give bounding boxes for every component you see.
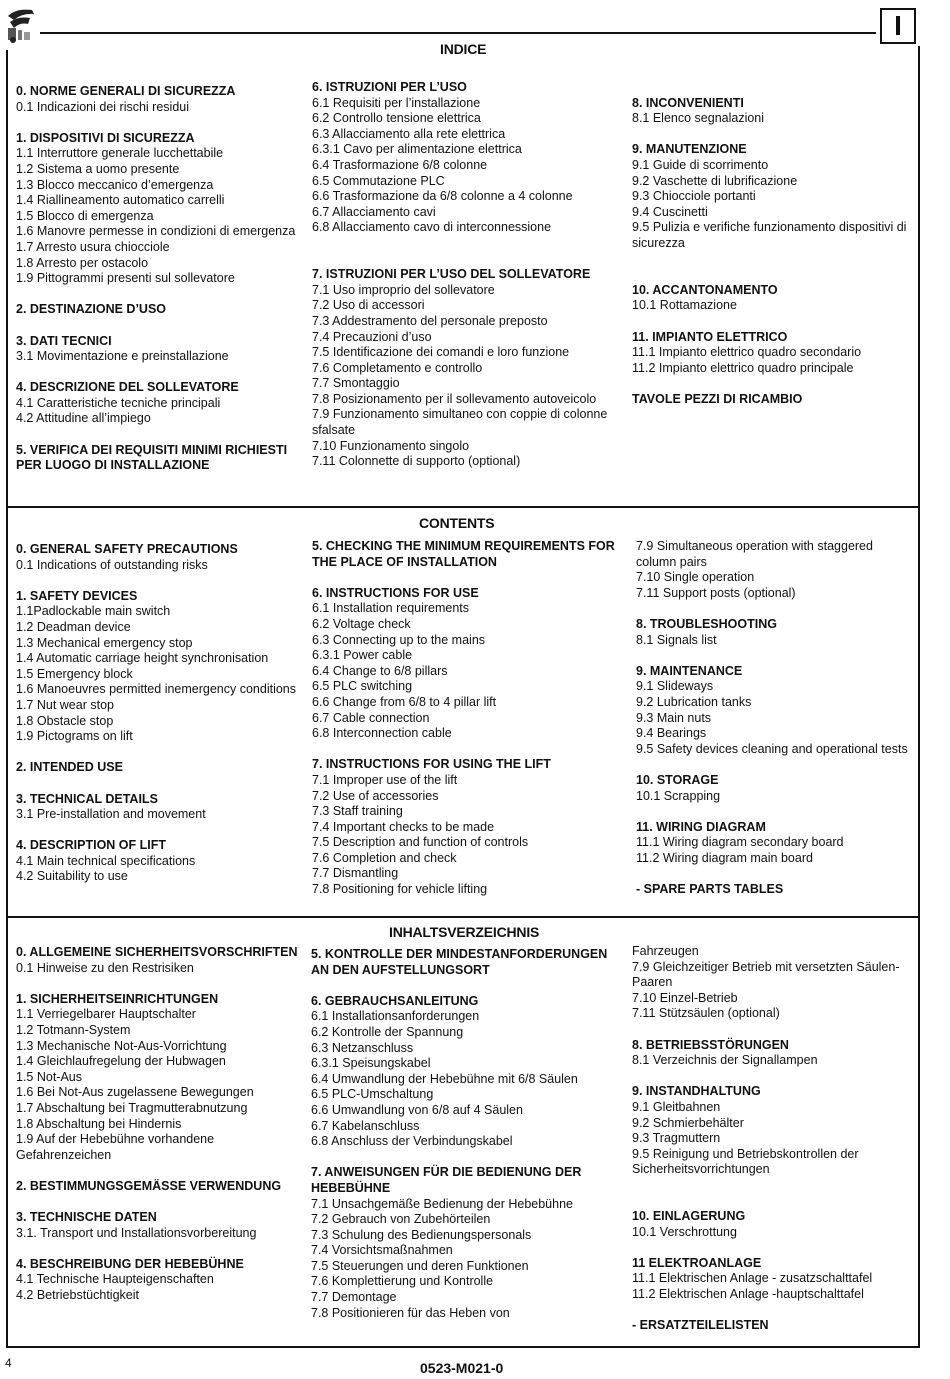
toc-entry: 11.1 Elektrischen Anlage - zusatzschalttafel <box>632 1271 873 1286</box>
toc-entry: 6.2 Voltage check <box>312 616 411 631</box>
spacer <box>16 1241 301 1257</box>
toc-chapter-heading: 0. ALLGEMEINE SICHERHEITSVORSCHRIFTEN <box>16 945 298 959</box>
toc-entry: 4.2 Betriebstüchtigkeit <box>16 1288 139 1303</box>
spacer <box>16 115 301 131</box>
toc-chapter-heading: 6. ISTRUZIONI PER L’USO <box>312 80 467 94</box>
toc-entry: 6.4 Change to 6/8 pillars <box>312 663 448 678</box>
toc-entry: 3.1. Transport und Installationsvorbereitung <box>16 1225 257 1240</box>
toc-entry: 7.10 Funzionamento singolo <box>312 438 470 453</box>
spacer <box>636 866 914 882</box>
spacer <box>632 376 912 392</box>
spacer <box>632 267 912 283</box>
toc-entry: 6.1 Installation requirements <box>312 601 470 616</box>
spacer <box>632 1303 918 1319</box>
toc-entry: 6.3 Connecting up to the mains <box>312 632 486 647</box>
toc-column-en-3 <box>636 539 914 898</box>
toc-entry: 8.1 Verzeichnis der Signallampen <box>632 1053 818 1068</box>
toc-entry: 1.1 Interruttore generale lucchettabile <box>16 146 224 161</box>
toc-entry: 6.7 Allacciamento cavi <box>312 204 436 219</box>
toc-entry: 0.1 Indications of outstanding risks <box>16 557 208 572</box>
toc-chapter-heading: 3. TECHNISCHE DATEN <box>16 1210 157 1225</box>
section-title-inhaltsverzeichnis: INHALTSVERZEICHNIS <box>389 924 540 940</box>
spacer <box>16 1195 301 1211</box>
section-title-contents: CONTENTS <box>419 515 495 531</box>
toc-entry: 11.2 Elektrischen Anlage -hauptschalttafel <box>632 1287 864 1302</box>
toc-column-it-3 <box>632 80 912 407</box>
spacer <box>632 1022 918 1038</box>
spacer <box>312 742 632 758</box>
toc-entry: 7.3 Addestramento del personale preposto <box>312 313 548 328</box>
toc-entry: 1.3 Blocco meccanico d’emergenza <box>16 177 214 192</box>
toc-column-de-1 <box>16 945 301 1304</box>
toc-chapter-heading: 9. INSTANDHALTUNG <box>632 1084 761 1099</box>
toc-entry: 6.1 Installationsanforderungen <box>311 1009 480 1024</box>
toc-chapter-heading: 0. GENERAL SAFETY PRECAUTIONS <box>16 542 238 556</box>
toc-entry: 6.6 Change from 6/8 to 4 pillar lift <box>312 694 497 709</box>
toc-entry: 9.3 Main nuts <box>636 710 712 725</box>
toc-entry: 9.2 Lubrication tanks <box>636 694 752 709</box>
toc-entry: 4.2 Suitability to use <box>16 869 128 884</box>
toc-entry: 1.4 Automatic carriage height synchronisation <box>16 651 269 666</box>
toc-chapter-heading: 8. TROUBLESHOOTING <box>636 616 777 631</box>
spacer <box>16 1163 301 1179</box>
spacer <box>636 804 914 820</box>
toc-entry: 4.1 Caratteristiche tecniche principali <box>16 395 221 410</box>
toc-chapter-heading: 5. KONTROLLE DER MINDESTANFORDERUNGEN AN DEN AUFSTELLUNGSORT <box>311 947 608 977</box>
spacer <box>16 573 296 589</box>
toc-chapter-heading: 2. INTENDED USE <box>16 760 123 775</box>
spacer <box>632 1069 918 1085</box>
toc-entry: 6.3.1 Cavo per alimentazione elettrica <box>312 142 522 157</box>
toc-column-it-1 <box>16 84 301 474</box>
toc-chapter-heading: 7. ISTRUZIONI PER L’USO DEL SOLLEVATORE <box>312 267 591 282</box>
toc-entry: 1.9 Pictograms on lift <box>16 729 133 744</box>
toc-entry: 9.3 Tragmuttern <box>632 1131 721 1146</box>
toc-entry: 7.4 Precauzioni d’uso <box>312 329 432 344</box>
toc-entry: 7.3 Staff training <box>312 804 403 819</box>
toc-entry: 10.1 Rottamazione <box>632 298 737 313</box>
toc-entry: 8.1 Elenco segnalazioni <box>632 111 765 126</box>
toc-entry: 1.5 Emergency block <box>16 666 133 681</box>
toc-entry: 9.2 Schmierbehälter <box>632 1115 744 1130</box>
toc-entry: 1.7 Nut wear stop <box>16 697 114 712</box>
toc-entry: 9.1 Slideways <box>636 679 714 694</box>
toc-chapter-heading: 4. DESCRIZIONE DEL SOLLEVATORE <box>16 380 239 395</box>
toc-entry: 6.6 Umwandlung von 6/8 auf 4 Säulen <box>311 1102 523 1117</box>
toc-entry: 1.3 Mechanical emergency stop <box>16 635 193 650</box>
toc-entry: 1.9 Pittogrammi presenti sul sollevatore <box>16 271 235 286</box>
spacer <box>311 978 621 994</box>
section-title-indice: INDICE <box>440 41 487 57</box>
toc-entry: 10.1 Verschrottung <box>632 1224 737 1239</box>
toc-entry: 0.1 Hinweise zu den Restrisiken <box>16 960 194 975</box>
toc-entry: 7.2 Gebrauch von Zubehörteilen <box>311 1212 491 1227</box>
toc-entry: 11.2 Wiring diagram main board <box>636 850 813 865</box>
toc-entry: 9.5 Safety devices cleaning and operational tests <box>636 741 908 756</box>
toc-entry: Fahrzeugen <box>632 944 699 958</box>
spacer <box>16 745 296 761</box>
toc-chapter-heading: 8. BETRIEBSSTÖRUNGEN <box>632 1037 789 1052</box>
toc-entry: 9.5 Pulizia e verifiche funzionamento dispositivi di sicurezza <box>632 220 907 250</box>
toc-entry: 7.4 Important checks to be made <box>312 819 495 834</box>
toc-entry: 11.1 Impianto elettrico quadro secondario <box>632 345 862 360</box>
toc-chapter-heading: 3. TECHNICAL DETAILS <box>16 791 158 806</box>
spacer <box>312 570 632 586</box>
toc-entry: 1.8 Obstacle stop <box>16 713 114 728</box>
toc-entry: 7.8 Positioning for vehicle lifting <box>312 882 488 897</box>
toc-entry: 1.6 Bei Not-Aus zugelassene Bewegungen <box>16 1085 254 1100</box>
toc-entry: 9.2 Vaschette di lubrificazione <box>632 173 798 188</box>
toc-chapter-heading: 10. ACCANTONAMENTO <box>632 282 778 297</box>
toc-entry: 6.2 Kontrolle der Spannung <box>311 1024 464 1039</box>
spacer <box>632 80 912 96</box>
toc-entry: 11.1 Wiring diagram secondary board <box>636 835 844 850</box>
toc-chapter-heading: 6. GEBRAUCHSANLEITUNG <box>311 993 479 1008</box>
toc-entry: 7.5 Description and function of controls <box>312 835 529 850</box>
toc-entry: 7.1 Uso improprio del sollevatore <box>312 282 495 297</box>
toc-entry: 7.11 Support posts (optional) <box>636 585 796 600</box>
toc-chapter-heading: 11. WIRING DIAGRAM <box>636 819 766 834</box>
toc-entry: 7.7 Smontaggio <box>312 376 400 391</box>
toc-entry: 7.2 Use of accessories <box>312 788 439 803</box>
toc-entry: 7.3 Schulung des Bedienungspersonals <box>311 1227 532 1242</box>
toc-entry: 1.2 Sistema a uomo presente <box>16 161 180 176</box>
toc-entry: 7.9 Gleichzeitiger Betrieb mit versetzten Säulen-Paaren <box>632 959 900 990</box>
toc-chapter-heading: 1. SAFETY DEVICES <box>16 588 138 603</box>
toc-entry: 1.5 Not-Aus <box>16 1069 83 1084</box>
toc-entry: 7.4 Vorsichtsmaßnahmen <box>311 1243 453 1258</box>
manufacturer-logo <box>4 4 40 44</box>
toc-chapter-heading: 7. ANWEISUNGEN FÜR DIE BEDIENUNG DER HEBEBÜHNE <box>311 1165 582 1195</box>
toc-entry: 1.8 Arresto per ostacolo <box>16 255 149 270</box>
toc-entry: 10.1 Scrapping <box>636 788 721 803</box>
toc-entry: 7.7 Dismantling <box>312 866 399 881</box>
toc-entry: 1.7 Arresto usura chiocciole <box>16 239 170 254</box>
toc-entry: 7.6 Komplettierung und Kontrolle <box>311 1274 494 1289</box>
spacer <box>16 976 301 992</box>
toc-entry: 6.8 Allacciamento cavo di interconnessione <box>312 220 552 235</box>
toc-entry: 7.11 Stützsäulen (optional) <box>632 1006 780 1021</box>
spacer <box>16 823 296 839</box>
spacer <box>632 1194 918 1210</box>
document-code: 0523-M021-0 <box>420 1360 504 1376</box>
spacer <box>636 648 914 664</box>
toc-entry: 6.3.1 Power cable <box>312 648 413 663</box>
toc-column-it-2 <box>312 80 617 470</box>
toc-entry: 1.7 Abschaltung bei Tragmutterabnutzung <box>16 1100 248 1115</box>
toc-column-de-3 <box>632 944 918 1334</box>
frame-bottom <box>6 1346 920 1348</box>
spacer <box>632 314 912 330</box>
toc-chapter-heading: 7. INSTRUCTIONS FOR USING THE LIFT <box>312 757 551 772</box>
toc-entry: 6.4 Umwandlung der Hebebühne mit 6/8 Säulen <box>311 1071 578 1086</box>
toc-entry: 7.5 Steuerungen und deren Funktionen <box>311 1258 529 1273</box>
toc-entry: 6.3.1 Speisungskabel <box>311 1056 431 1071</box>
section-divider-1 <box>6 506 920 508</box>
toc-entry: 4.1 Main technical specifications <box>16 853 196 868</box>
toc-entry: 6.1 Requisiti per l’installazione <box>312 95 481 110</box>
toc-entry: 9.4 Bearings <box>636 726 707 741</box>
header-rule <box>40 32 876 34</box>
toc-entry: 1.5 Blocco di emergenza <box>16 208 154 223</box>
logo-mark-icon <box>4 4 40 44</box>
toc-entry: 9.3 Chiocciole portanti <box>632 189 756 204</box>
spacer <box>632 252 912 268</box>
section-divider-2 <box>6 916 920 918</box>
toc-entry: 7.7 Demontage <box>311 1290 397 1305</box>
toc-entry: 7.2 Uso di accessori <box>312 298 425 313</box>
spacer <box>636 601 914 617</box>
toc-chapter-heading: 2. DESTINAZIONE D’USO <box>16 302 167 317</box>
toc-entry: 1.6 Manovre permesse in condizioni di emergenza <box>16 224 296 239</box>
page-number: 4 <box>5 1356 12 1370</box>
toc-chapter-heading: 9. MAINTENANCE <box>636 663 743 678</box>
toc-chapter-heading: 9. MANUTENZIONE <box>632 142 747 157</box>
toc-entry: 7.9 Funzionamento simultaneo con coppie di colonne sfalsate <box>312 407 608 438</box>
toc-entry: 6.6 Trasformazione da 6/8 colonne a 4 colonne <box>312 189 573 204</box>
toc-entry: 1.3 Mechanische Not-Aus-Vorrichtung <box>16 1038 227 1053</box>
toc-entry: 7.11 Colonnette di supporto (optional) <box>312 454 521 469</box>
frame-left <box>6 50 8 1348</box>
toc-entry: 1.9 Auf der Hebebühne vorhandene Gefahrenzeichen <box>16 1132 215 1162</box>
toc-chapter-heading: TAVOLE PEZZI DI RICAMBIO <box>632 391 803 406</box>
toc-entry: 3.1 Movimentazione e preinstallazione <box>16 349 229 364</box>
toc-entry: 7.6 Completamento e controllo <box>312 360 483 375</box>
toc-entry: 4.2 Attitudine all’impiego <box>16 411 151 426</box>
language-indicator: I <box>880 8 916 44</box>
toc-entry: 1.2 Totmann-System <box>16 1022 131 1037</box>
toc-entry: 1.1 Verriegelbarer Hauptschalter <box>16 1007 196 1022</box>
toc-entry: 8.1 Signals list <box>636 632 717 647</box>
toc-entry: 6.5 Commutazione PLC <box>312 173 445 188</box>
spacer <box>16 287 301 303</box>
toc-column-en-2 <box>312 539 632 898</box>
toc-entry: 6.7 Cable connection <box>312 710 430 725</box>
toc-chapter-heading: 11 ELEKTROANLAGE <box>632 1255 762 1270</box>
toc-entry: 11.2 Impianto elettrico quadro principale <box>632 360 854 375</box>
toc-entry: 6.3 Allacciamento alla rete elettrica <box>312 126 506 141</box>
toc-entry: 7.10 Single operation <box>636 570 755 585</box>
toc-entry: 7.9 Simultaneous operation with staggered column pairs <box>636 539 873 569</box>
toc-entry: 3.1 Pre-installation and movement <box>16 807 206 822</box>
toc-entry: 9.1 Guide di scorrimento <box>632 157 769 172</box>
toc-entry: 6.8 Anschluss der Verbindungskabel <box>311 1134 513 1149</box>
spacer <box>16 318 301 334</box>
toc-chapter-heading: - ERSATZTEILELISTEN <box>632 1318 769 1333</box>
toc-chapter-heading: 10. EINLAGERUNG <box>632 1209 746 1224</box>
toc-entry: 7.5 Identificazione dei comandi e loro funzione <box>312 345 570 360</box>
toc-chapter-heading: 1. SICHERHEITSEINRICHTUNGEN <box>16 991 219 1006</box>
toc-entry: 6.8 Interconnection cable <box>312 726 452 741</box>
toc-entry: 6.5 PLC switching <box>312 679 413 694</box>
toc-chapter-heading: 6. INSTRUCTIONS FOR USE <box>312 585 479 600</box>
spacer <box>312 252 617 268</box>
spacer <box>16 776 296 792</box>
toc-chapter-heading: 1. DISPOSITIVI DI SICUREZZA <box>16 130 195 145</box>
toc-chapter-heading: 0. NORME GENERALI DI SICUREZZA <box>16 84 236 98</box>
spacer <box>312 236 617 252</box>
toc-entry: 6.3 Netzanschluss <box>311 1040 414 1055</box>
toc-chapter-heading: 4. BESCHREIBUNG DER HEBEBÜHNE <box>16 1256 244 1271</box>
toc-chapter-heading: 10. STORAGE <box>636 772 719 787</box>
toc-entry: 1.4 Gleichlaufregelung der Hubwagen <box>16 1054 226 1069</box>
toc-chapter-heading: 4. DESCRIPTION OF LIFT <box>16 838 167 853</box>
toc-entry: 6.7 Kabelanschluss <box>311 1118 420 1133</box>
toc-entry: 7.8 Posizionamento per il sollevamento autoveicolo <box>312 391 597 406</box>
toc-entry: 1.6 Manoeuvres permitted inemergency conditions <box>16 682 297 697</box>
toc-column-de-2 <box>311 947 621 1321</box>
spacer <box>632 1240 918 1256</box>
toc-entry: 4.1 Technische Haupteigenschaften <box>16 1272 214 1287</box>
spacer <box>311 1150 621 1166</box>
spacer <box>16 427 301 443</box>
toc-entry: 6.2 Controllo tensione elettrica <box>312 111 481 126</box>
toc-chapter-heading: 5. CHECKING THE MINIMUM REQUIREMENTS FOR THE PLACE OF INSTALLATION <box>312 539 615 569</box>
toc-chapter-heading: 2. BESTIMMUNGSGEMÄSSE VERWENDUNG <box>16 1178 282 1193</box>
toc-entry: 6.4 Trasformazione 6/8 colonne <box>312 157 488 172</box>
toc-chapter-heading: - SPARE PARTS TABLES <box>636 882 784 897</box>
spacer <box>632 127 912 143</box>
spacer <box>632 1178 918 1194</box>
toc-entry: 1.4 Riallineamento automatico carrelli <box>16 193 225 208</box>
toc-entry: 1.1Padlockable main switch <box>16 604 171 619</box>
toc-entry: 0.1 Indicazioni dei rischi residui <box>16 99 190 114</box>
spacer <box>636 757 914 773</box>
toc-chapter-heading: 11. IMPIANTO ELETTRICO <box>632 329 788 344</box>
toc-entry: 9.4 Cuscinetti <box>632 204 708 219</box>
toc-entry: 7.6 Completion and check <box>312 850 457 865</box>
toc-entry: 7.10 Einzel-Betrieb <box>632 990 738 1005</box>
toc-chapter-heading: 8. INCONVENIENTI <box>632 95 744 110</box>
toc-entry: 9.5 Reinigung und Betriebskontrollen der Sicherheitsvorrichtungen <box>632 1146 859 1177</box>
toc-entry: 6.5 PLC-Umschaltung <box>311 1087 434 1102</box>
toc-chapter-heading: 3. DATI TECNICI <box>16 333 112 348</box>
toc-entry: 1.8 Abschaltung bei Hindernis <box>16 1116 182 1131</box>
toc-entry: 9.1 Gleitbahnen <box>632 1099 721 1114</box>
toc-entry: 7.1 Unsachgemäße Bedienung der Hebebühne <box>311 1196 573 1211</box>
toc-column-en-1 <box>16 542 296 885</box>
toc-entry: 1.2 Deadman device <box>16 619 131 634</box>
toc-entry: 7.1 Improper use of the lift <box>312 772 458 787</box>
toc-chapter-heading: 5. VERIFICA DEI REQUISITI MINIMI RICHIESTI PER LUOGO DI INSTALLAZIONE <box>16 442 288 473</box>
spacer <box>16 365 301 381</box>
toc-entry: 7.8 Positionieren für das Heben von <box>311 1305 510 1320</box>
frame-right <box>918 46 920 1348</box>
